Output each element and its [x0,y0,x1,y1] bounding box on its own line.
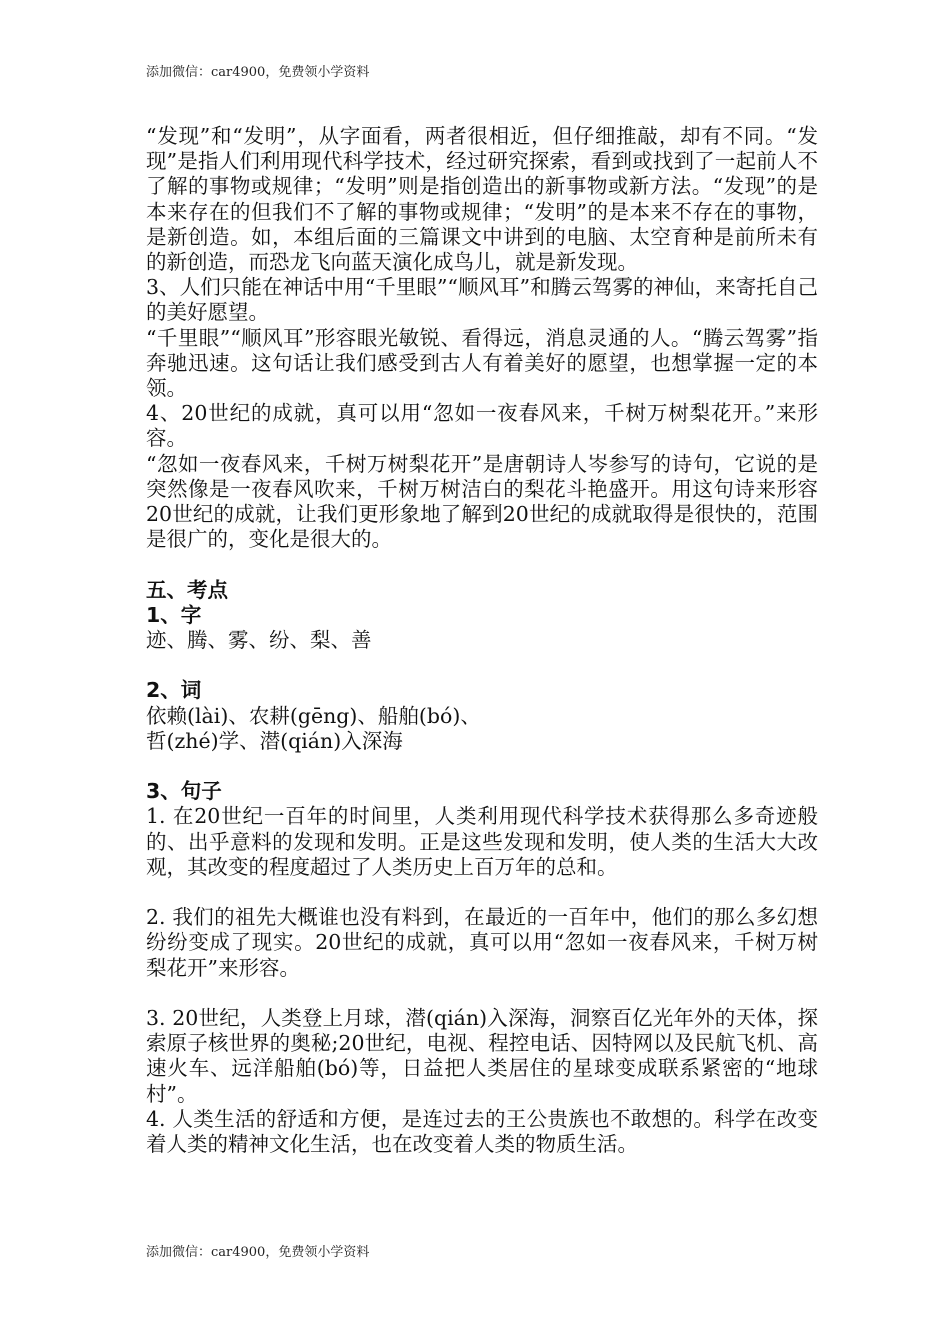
subheading-sentences: 3、句子 [146,779,222,804]
paragraph-discovery-invention: “发现”和“发明”，从字面看，两者很相近，但仔细推敲，却有不同。“发现”是指人们利用现代科学技术，经过研究探索，看到或找到了一起前人不了解的事物或规律；“发明”则是指创造出的新事物或新方法。“发现”的是本来存在的但我们不了解的事物或规律；“发明”的是本来不存在的事物，是新创造。如，本组后面的三篇课文中讲到的电脑、太空育种是前所未有的新创造，而恐龙飞向蓝天演化成鸟儿，就是新发现。 [146,124,818,275]
words-line-1: 依赖(lài)、农耕(gēng)、船舶(bó)、 [146,703,481,728]
subheading-characters: 1、字 [146,602,202,627]
spacer [146,653,818,678]
paragraph-point-3: 3、人们只能在神话中用“千里眼”“顺风耳”和腾云驾雾的神仙，来寄托自己的美好愿望。 [146,275,818,325]
paragraph-point-4: 4、20世纪的成就，真可以用“忽如一夜春风来，千树万树梨花开。”来形容。 [146,401,818,451]
sentence-4: 4. 人类生活的舒适和方便，是连过去的王公贵族也不敢想的。科学在改变着人类的精神文化生活，也在改变着人类的物质生活。 [146,1106,818,1157]
header-note: 添加微信：car4900，免费领小学资料 [146,65,370,80]
sentence-3: 3. 20世纪，人类登上月球，潜(qián)入深海，洞察百亿光年外的天体，探索原子核世界的奥秘;20世纪，电视、程控电话、因特网以及民航飞机、高速火车、远洋船舶(bó)等，日益把人类居住的星球变成联系紧密的“地球村”。 [146,1006,818,1106]
section-heading-exam-points: 五、考点 [146,577,228,602]
sentence-2: 2. 我们的祖先大概谁也没有料到，在最近的一百年中，他们的那么多幻想纷纷变成了现实。20世纪的成就，真可以用“忽如一夜春风来，千树万树梨花开”来形容。 [146,905,818,980]
words-line-2: 哲(zhé)学、潜(qián)入深海 [146,728,403,753]
characters-list: 迹、腾、雾、纷、梨、善 [146,628,372,653]
spacer [146,754,818,779]
document-body [146,124,818,1157]
sentence-1: 1. 在20世纪一百年的时间里，人类利用现代科学技术获得那么多奇迹般的、出乎意料的发现和发明。正是这些发现和发明，使人类的生活大大改观，其改变的程度超过了人类历史上百万年的总和。 [146,804,818,879]
spacer [146,880,818,905]
paragraph-point-3-explanation: “千里眼”“顺风耳”形容眼光敏锐、看得远，消息灵通的人。“腾云驾雾”指奔驰迅速。这句话让我们感受到古人有着美好的愿望，也想掌握一定的本领。 [146,325,818,401]
spacer [146,552,818,577]
spacer [146,981,818,1006]
subheading-words: 2、词 [146,678,202,703]
footer-note: 添加微信：car4900，免费领小学资料 [146,1245,370,1260]
paragraph-point-4-explanation: “忽如一夜春风来，千树万树梨花开”是唐朝诗人岑参写的诗句，它说的是突然像是一夜春风吹来，千树万树洁白的梨花斗艳盛开。用这句诗来形容20世纪的成就，让我们更形象地了解到20世纪的成就取得是很快的，范围是很广的，变化是很大的。 [146,451,818,552]
